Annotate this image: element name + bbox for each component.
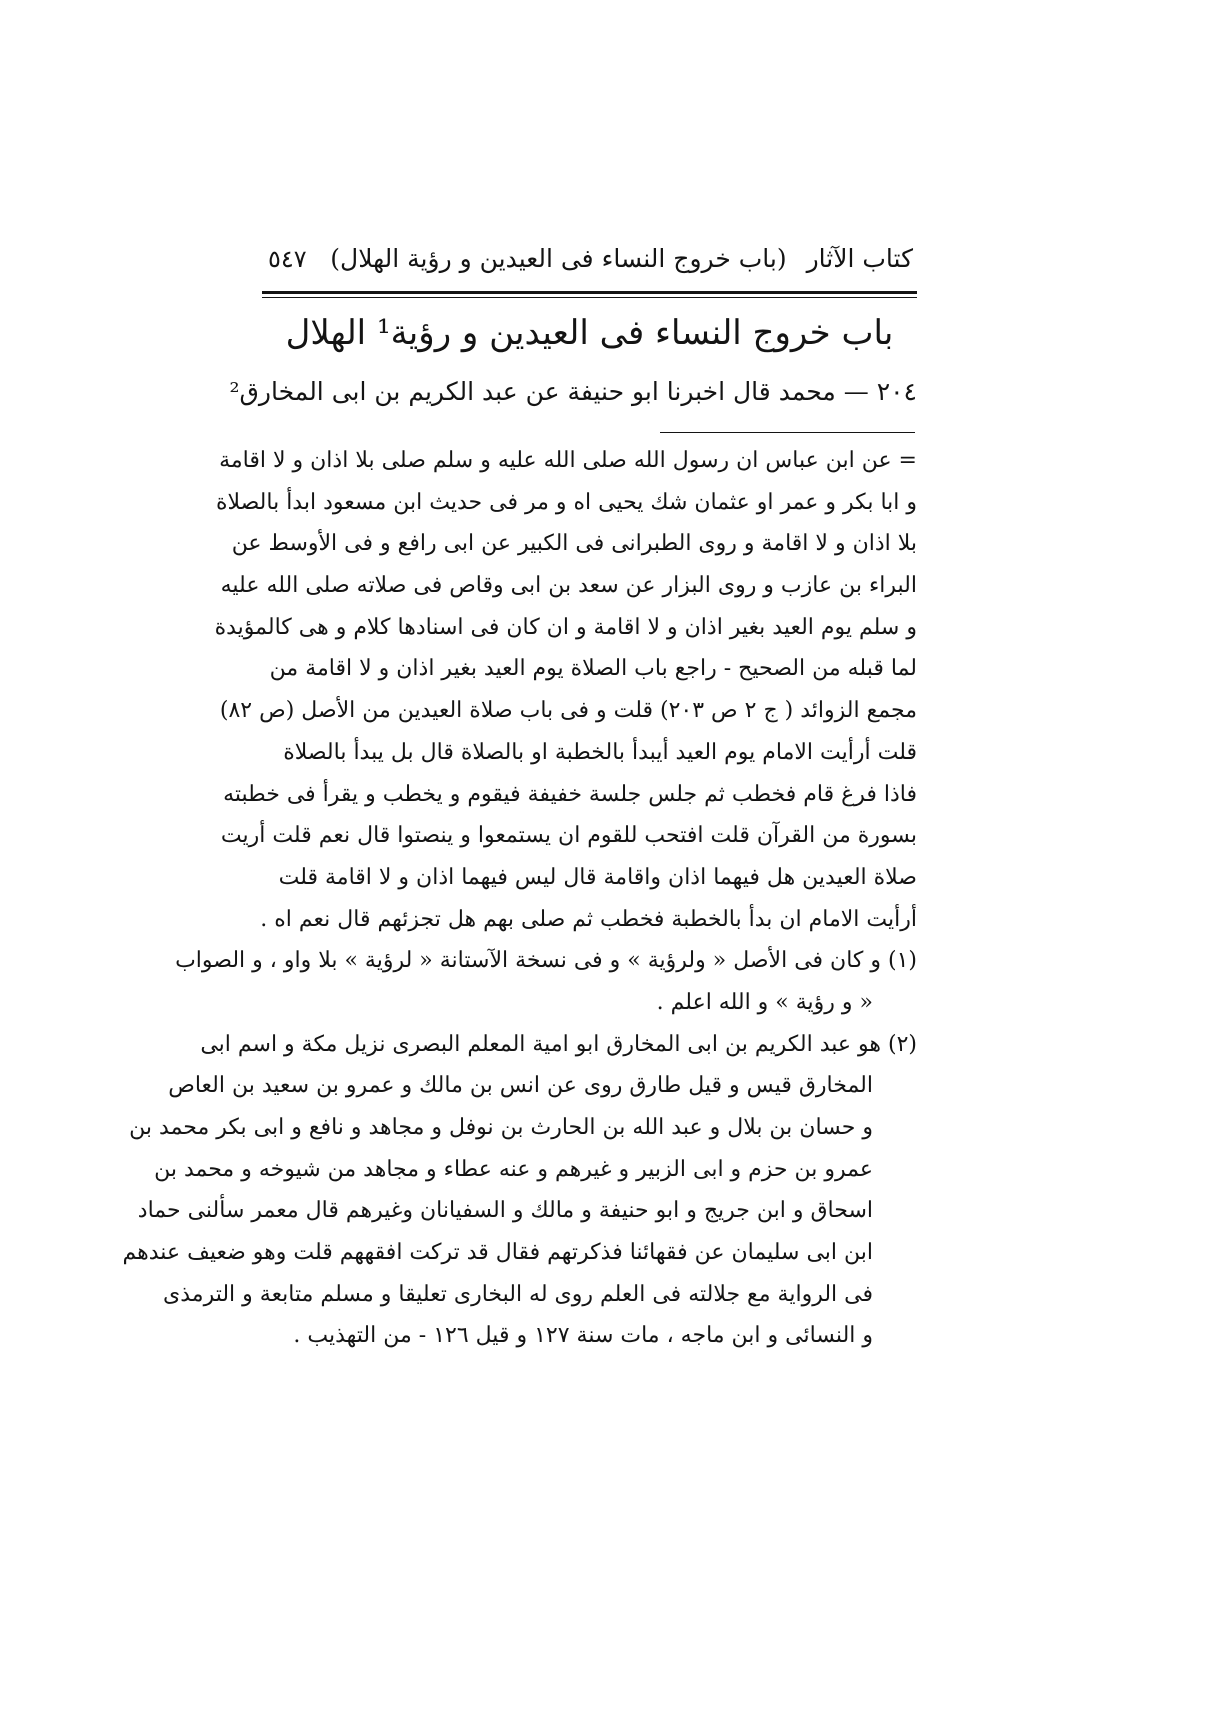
footnote-line: (١) و كان فى الأصل « ولرؤية » و فى نسخة الآستانة « لرؤية » بلا واو ، و الصواب: [175, 948, 917, 974]
footnote-2: [122, 1024, 917, 1358]
commentary-block: [122, 440, 917, 1357]
commentary-line: أرأيت الامام ان بدأ بالخطبة فخطب ثم صلى بهم هل تجزئهم قال نعم اه .: [260, 906, 917, 932]
commentary-line: فاذا فرغ قام فخطب ثم جلس جلسة خفيفة فيقوم و يخطب و يقرأ فى خطبته: [223, 781, 917, 807]
footnote-line: المخارق قيس و قيل طارق روى عن انس بن مالك و عمرو بن سعيد بن العاص: [168, 1073, 873, 1099]
footnote-line: (٢) هو عبد الكريم بن ابى المخارق ابو امية المعلم البصرى نزيل مكة و اسم ابى: [200, 1031, 917, 1057]
chapter-title: باب خروج النساء فى العيدين و رؤية¹ الهلال: [285, 313, 894, 353]
footnote-line: عمرو بن حزم و ابى الزبير و غيرهم و عنه عطاء و مجاهد من شيوخه و محمد بن: [154, 1156, 873, 1182]
commentary-line: لما قبله من الصحيح - راجع باب الصلاة يوم العيد بغير اذان و لا اقامة من: [269, 656, 917, 682]
commentary-line: البراء بن عازب و روى البزار عن سعد بن ابى وقاص فى صلاته صلى الله عليه: [220, 573, 917, 599]
commentary-line: بلا اذان و لا اقامة و روى الطبرانى فى الكبير عن ابى رافع و فى الأوسط عن: [231, 531, 917, 557]
footnote-line: و حسان بن بلال و عبد الله بن الحارث بن نوفل و مجاهد و نافع و ابى بكر محمد بن: [129, 1115, 873, 1140]
footnote-line: و النسائى و ابن ماجه ، مات سنة ١٢٧ و قيل ١٢٦ - من التهذيب .: [293, 1323, 873, 1349]
header-rule-thin: [262, 297, 917, 298]
page-number: ٥٤٧: [268, 245, 307, 273]
header-rule-thick: [262, 291, 917, 294]
footnote-line: ابن ابى سليمان عن فقهائنا فذكرتهم فقال قد تركت افقههم قلت وهو ضعيف عندهم: [122, 1240, 873, 1266]
footnote-separator: [660, 432, 915, 433]
commentary-line: و ابا بكر و عمر او عثمان شك يحيى اه و مر فى حديث ابن مسعود ابدأ بالصلاة: [215, 489, 917, 515]
commentary-line: قلت أرأيت الامام يوم العيد أيبدأ بالخطبة او بالصلاة قال بل يبدأ بالصلاة: [283, 739, 917, 765]
commentary-line: بسورة من القرآن قلت افتحب للقوم ان يستمعوا و ينصتوا قال نعم قلت أريت: [220, 823, 917, 849]
footnote-line: « و رؤية » و الله اعلم .: [656, 989, 873, 1015]
header-section-title: (باب خروج النساء فى العيدين و رؤية الهلال): [330, 244, 787, 273]
commentary-line: = عن ابن عباس ان رسول الله صلى الله عليه و سلم صلى بلا اذان و لا اقامة: [219, 448, 917, 473]
running-header: [268, 236, 913, 282]
commentary-line: صلاة العيدين هل فيهما اذان واقامة قال ليس فيهما اذان و لا اقامة قلت: [278, 864, 917, 890]
commentary-line: مجمع الزوائد ( ج ٢ ص ٢٠٣) قلت و فى باب صلاة العيدين من الأصل (ص ٨٢): [219, 698, 917, 724]
footnote-line: فى الرواية مع جلالته فى العلم روى له البخارى تعليقا و مسلم متابعة و الترمذى: [163, 1281, 873, 1307]
commentary-line: و سلم يوم العيد بغير اذان و لا اقامة و ان كان فى اسنادها كلام و هى كالمؤيدة: [214, 614, 917, 640]
hadith-heading: ٢٠٤ — محمد قال اخبرنا ابو حنيفة عن عبد الكريم بن ابى المخارق²: [229, 377, 917, 406]
book-title: كتاب الآثار: [806, 244, 913, 273]
footnote-1: [175, 940, 917, 1023]
footnote-line: اسحاق و ابن جريج و ابو حنيفة و مالك و السفيانان وغيرهم قال معمر سألنى حماد: [137, 1198, 873, 1224]
